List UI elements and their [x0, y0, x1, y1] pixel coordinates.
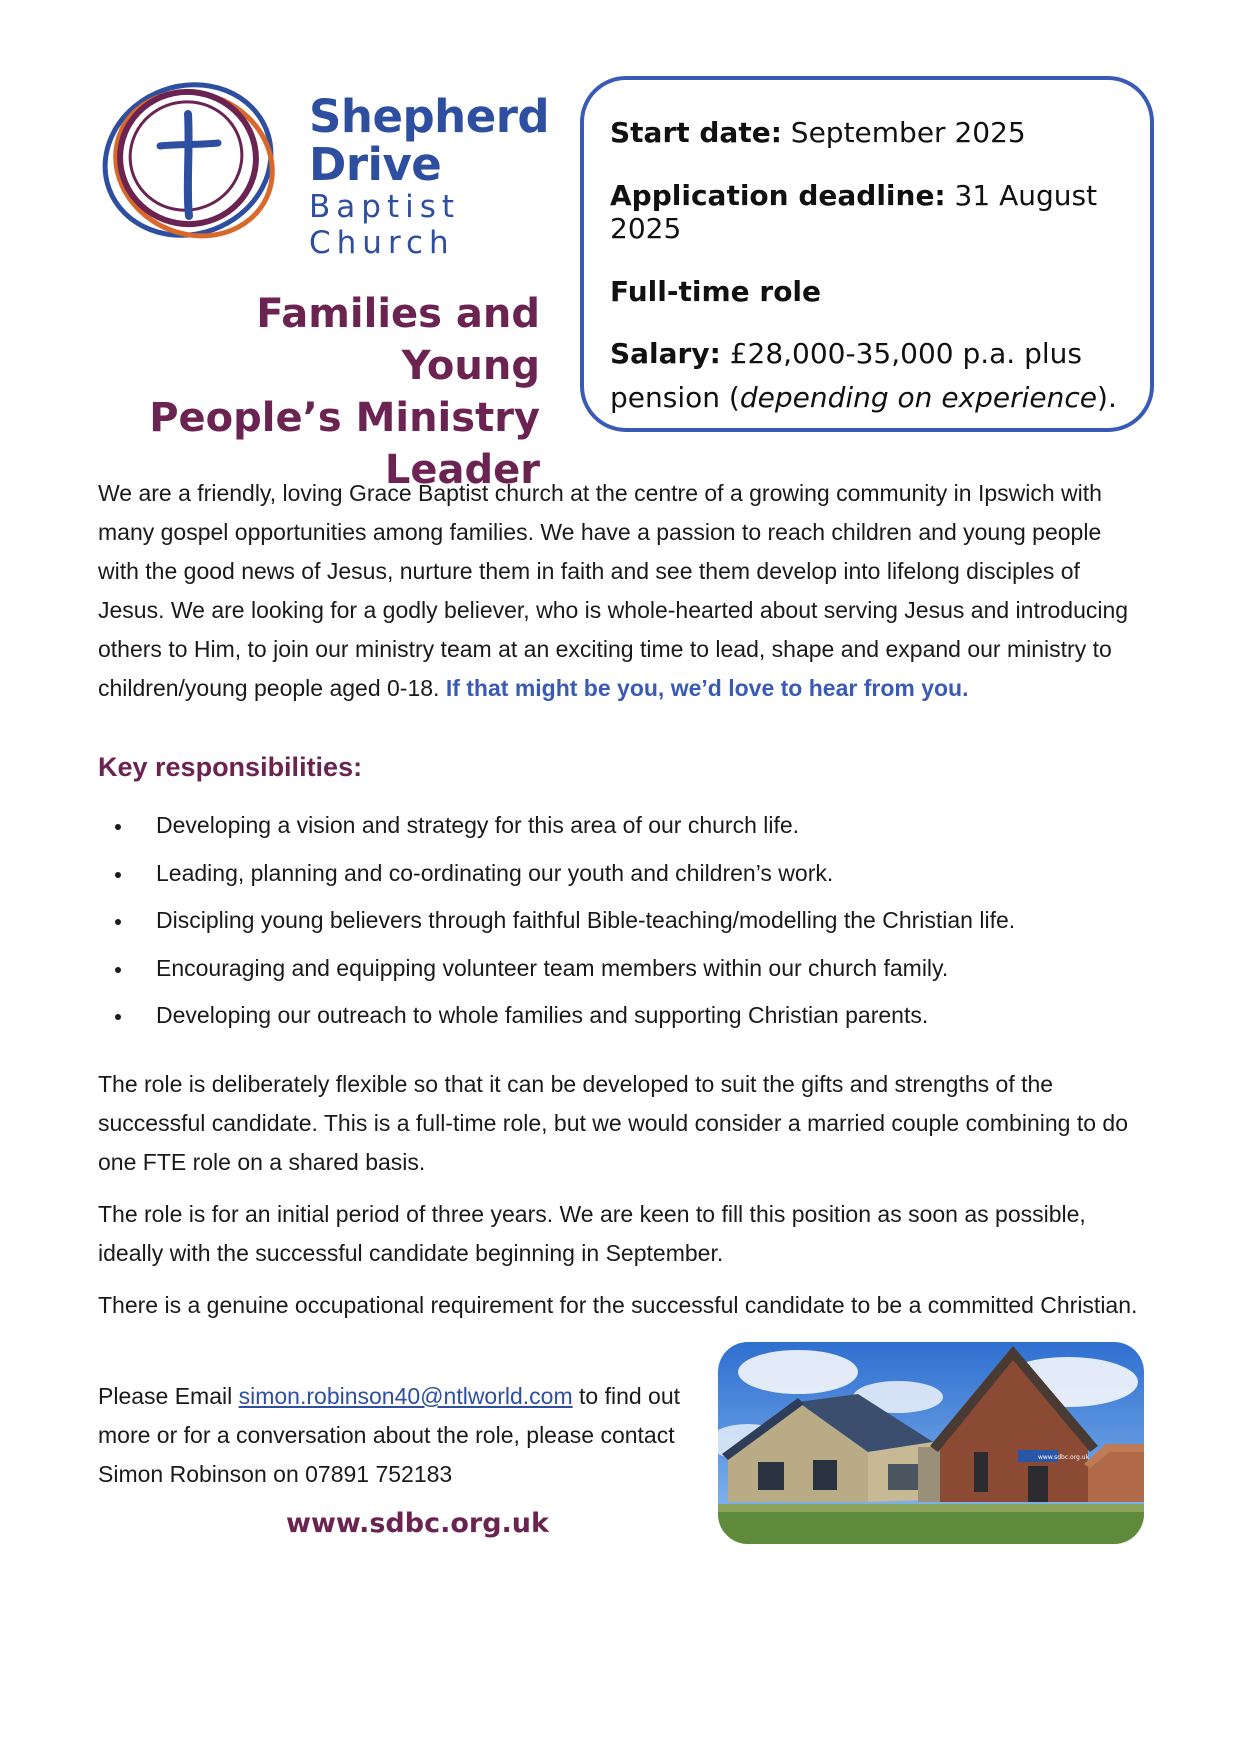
list-item: Encouraging and equipping volunteer team members within our church family.: [98, 951, 1148, 999]
cross-circle-logo-icon: [96, 78, 296, 278]
list-item: Developing our outreach to whole families and supporting Christian parents.: [98, 998, 1148, 1046]
job-info-box: [580, 76, 1154, 432]
contact-paragraph: [98, 1377, 738, 1494]
photo-sign-text: www.sdbc.org.uk: [1038, 1454, 1090, 1461]
responsibilities-heading: Key responsibilities:: [98, 752, 363, 782]
application-deadline: [610, 179, 1124, 245]
salary: [610, 332, 1124, 420]
intro-paragraph: [98, 474, 1148, 708]
church-building-image: [718, 1342, 1144, 1544]
website-url[interactable]: www.sdbc.org.uk: [286, 1508, 549, 1539]
salary-label: Salary:: [610, 337, 721, 370]
salary-end: ).: [1097, 381, 1117, 414]
title-line-3: Leader: [384, 447, 540, 493]
logo-text-church: Church: [309, 225, 455, 261]
role-type: [610, 275, 1124, 308]
role-flexibility-paragraph: The role is deliberately flexible so that it can be developed to suit the gifts and strengths of the successful candidate. This is a full-time role, but we would consider a married couple combining to do one FTE role on a shared basis.: [98, 1071, 1128, 1175]
intro-highlight: If that might be you, we’d love to hear from you.: [445, 675, 969, 701]
email-link[interactable]: simon.robinson40@ntlworld.com: [238, 1383, 573, 1409]
role-type-label: Full-time role: [610, 275, 822, 308]
list-item: Developing a vision and strategy for this area of our church life.: [98, 808, 1148, 856]
page-title: [120, 288, 540, 496]
salary-note: depending on experience: [739, 381, 1098, 414]
title-line-1: Families and Young: [256, 291, 540, 389]
contact-prefix: Please Email: [98, 1383, 239, 1409]
intro-text: We are a friendly, loving Grace Baptist church at the centre of a growing community in Ipswich with many gospel opportunities among families. We have a passion to reach children and young people with the good news of Jesus, nurture them in faith and see them develop into lifelong disciples of Jesus. We are looking for a godly believer, who is whole-hearted about serving Jesus and introducing others to Him, to join our ministry team at an exciting time to lead, shape and expand our ministry to children/young people aged 0-18.: [98, 480, 1129, 701]
role-period-paragraph: The role is for an initial period of three years. We are keen to fill this position as soon as possible, ideally with the successful candidate beginning in September.: [98, 1201, 1086, 1266]
list-item: Discipling young believers through faithful Bible-teaching/modelling the Christian life.: [98, 903, 1148, 951]
start-date-label: Start date:: [610, 116, 782, 149]
logo-text-drive: Drive: [309, 138, 442, 191]
church-building-photo: [718, 1342, 1144, 1544]
title-line-2: People’s Ministry: [149, 395, 540, 441]
responsibilities-list: [98, 808, 1148, 1046]
church-logo: [96, 78, 556, 278]
start-date-value: September 2025: [781, 116, 1026, 149]
deadline-value: 31 August 2025: [610, 179, 1098, 245]
start-date: [610, 116, 1124, 149]
logo-text-baptist: Baptist: [309, 189, 461, 225]
salary-value: £28,000-35,000 p.a. plus pension (: [610, 337, 1082, 414]
requirement-paragraph: There is a genuine occupational requirement for the successful candidate to be a committed Christian.: [98, 1292, 1138, 1318]
deadline-label: Application deadline:: [610, 179, 946, 212]
logo-text-shepherd: Shepherd: [309, 90, 550, 143]
contact-suffix: to find out more or for a conversation about the role, please contact Simon Robinson on 07891 752183: [98, 1383, 681, 1487]
list-item: Leading, planning and co-ordinating our youth and children’s work.: [98, 856, 1148, 904]
